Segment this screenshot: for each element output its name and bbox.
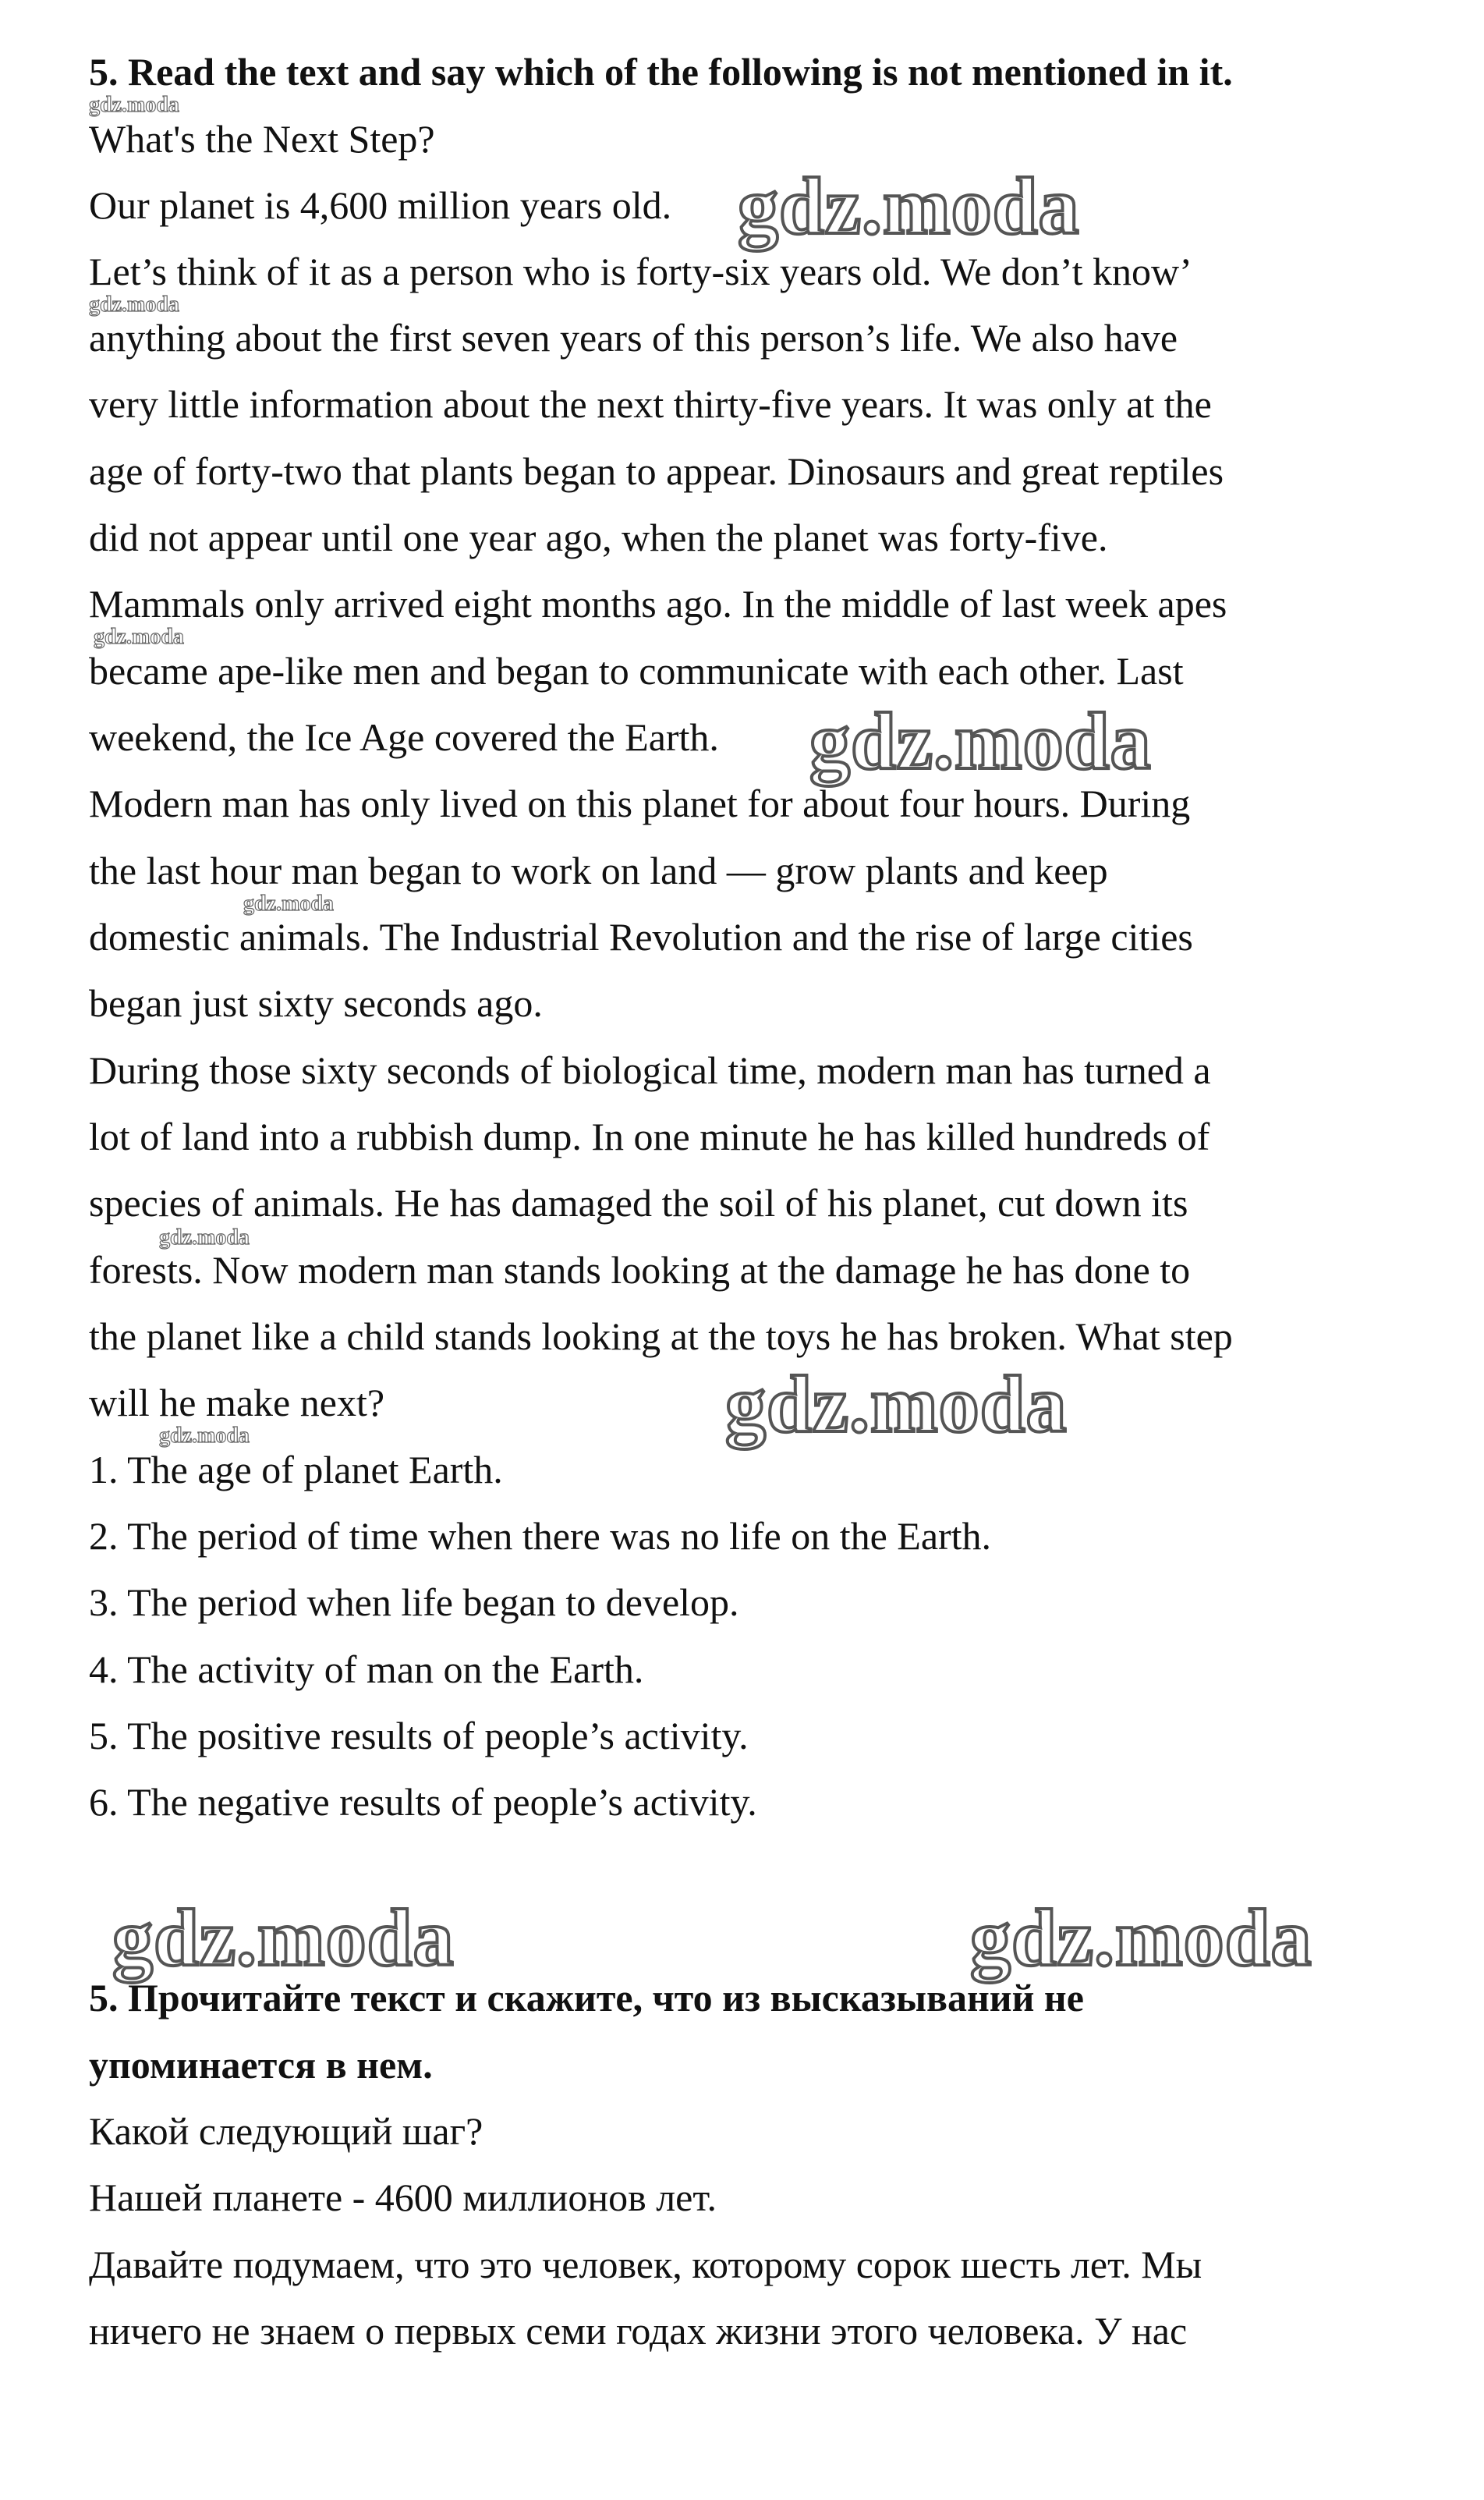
english-text-line: anything about the first seven years of this person’s life. We also have xyxy=(89,316,1178,360)
watermark-large: gdz.moda xyxy=(738,161,1080,251)
watermark-small: gdz.moda xyxy=(89,293,179,317)
list-item: 3. The period when life began to develop. xyxy=(89,1580,739,1624)
english-text-line: Our planet is 4,600 million years old. xyxy=(89,183,672,227)
english-text-line: did not appear until one year ago, when the planet was forty-five. xyxy=(89,516,1108,559)
list-item: 1. The age of planet Earth. xyxy=(89,1448,503,1491)
russian-text-line: Какой следующий шаг? xyxy=(89,2109,483,2153)
english-text-line: domestic animals. The Industrial Revolution and the rise of large cities xyxy=(89,915,1193,959)
english-text-line: forests. Now modern man stands looking at the damage he has done to xyxy=(89,1248,1191,1292)
english-text-line: lot of land into a rubbish dump. In one minute he has killed hundreds of xyxy=(89,1115,1210,1158)
watermark-small: gdz.moda xyxy=(159,1424,250,1448)
list-item: 2. The period of time when there was no life on the Earth. xyxy=(89,1514,992,1558)
list-item: 4. The activity of man on the Earth. xyxy=(89,1647,644,1691)
list-item: 6. The negative results of people’s activity. xyxy=(89,1780,757,1824)
watermark-large: gdz.moda xyxy=(725,1360,1068,1449)
watermark-small: gdz.moda xyxy=(89,93,179,117)
english-text-line: Let’s think of it as a person who is forty-six years old. We don’t know’ xyxy=(89,250,1192,293)
watermark-small: gdz.moda xyxy=(94,625,184,649)
english-text-line: Modern man has only lived on this planet for about four hours. During xyxy=(89,782,1191,825)
english-text-line: very little information about the next thirty-five years. It was only at the xyxy=(89,382,1212,426)
english-text-line: age of forty-two that plants began to appear. Dinosaurs and great reptiles xyxy=(89,449,1224,493)
list-item: 5. The positive results of people’s activity. xyxy=(89,1714,749,1757)
english-text-line: became ape-like men and began to communicate with each other. Last xyxy=(89,649,1184,693)
watermark-small: gdz.moda xyxy=(159,1225,250,1250)
english-text-line: During those sixty seconds of biological time, modern man has turned a xyxy=(89,1048,1211,1092)
english-title: What's the Next Step? xyxy=(89,117,435,161)
english-text-line: began just sixty seconds ago. xyxy=(89,981,543,1025)
english-text-line: weekend, the Ice Age covered the Earth. xyxy=(89,715,719,759)
russian-text-line: ничего не знаем о первых семи годах жизни этого человека. У нас xyxy=(89,2309,1188,2353)
english-text-line: species of animals. He has damaged the soil of his planet, cut down its xyxy=(89,1181,1188,1225)
english-text-line: will he make next? xyxy=(89,1381,385,1424)
english-text-line: the planet like a child stands looking at the toys he has broken. What step xyxy=(89,1314,1233,1358)
english-heading: 5. Read the text and say which of the following is not mentioned in it. xyxy=(89,50,1233,94)
watermark-small: gdz.moda xyxy=(243,892,334,916)
russian-text-line: Давайте подумаем, что это человек, которому сорок шесть лет. Мы xyxy=(89,2243,1202,2286)
watermark-large: gdz.moda xyxy=(112,1893,455,1983)
watermark-large: gdz.moda xyxy=(970,1893,1312,1983)
english-text-line: the last hour man began to work on land — grow plants and keep xyxy=(89,849,1108,892)
watermark-large: gdz.moda xyxy=(809,697,1152,786)
russian-text-line: Нашей планете - 4600 миллионов лет. xyxy=(89,2176,717,2219)
russian-heading: 5. Прочитайте текст и скажите, что из высказываний не xyxy=(89,1976,1084,2020)
english-text-line: Mammals only arrived eight months ago. In the middle of last week apes xyxy=(89,582,1227,626)
russian-heading: упоминается в нем. xyxy=(89,2043,433,2087)
